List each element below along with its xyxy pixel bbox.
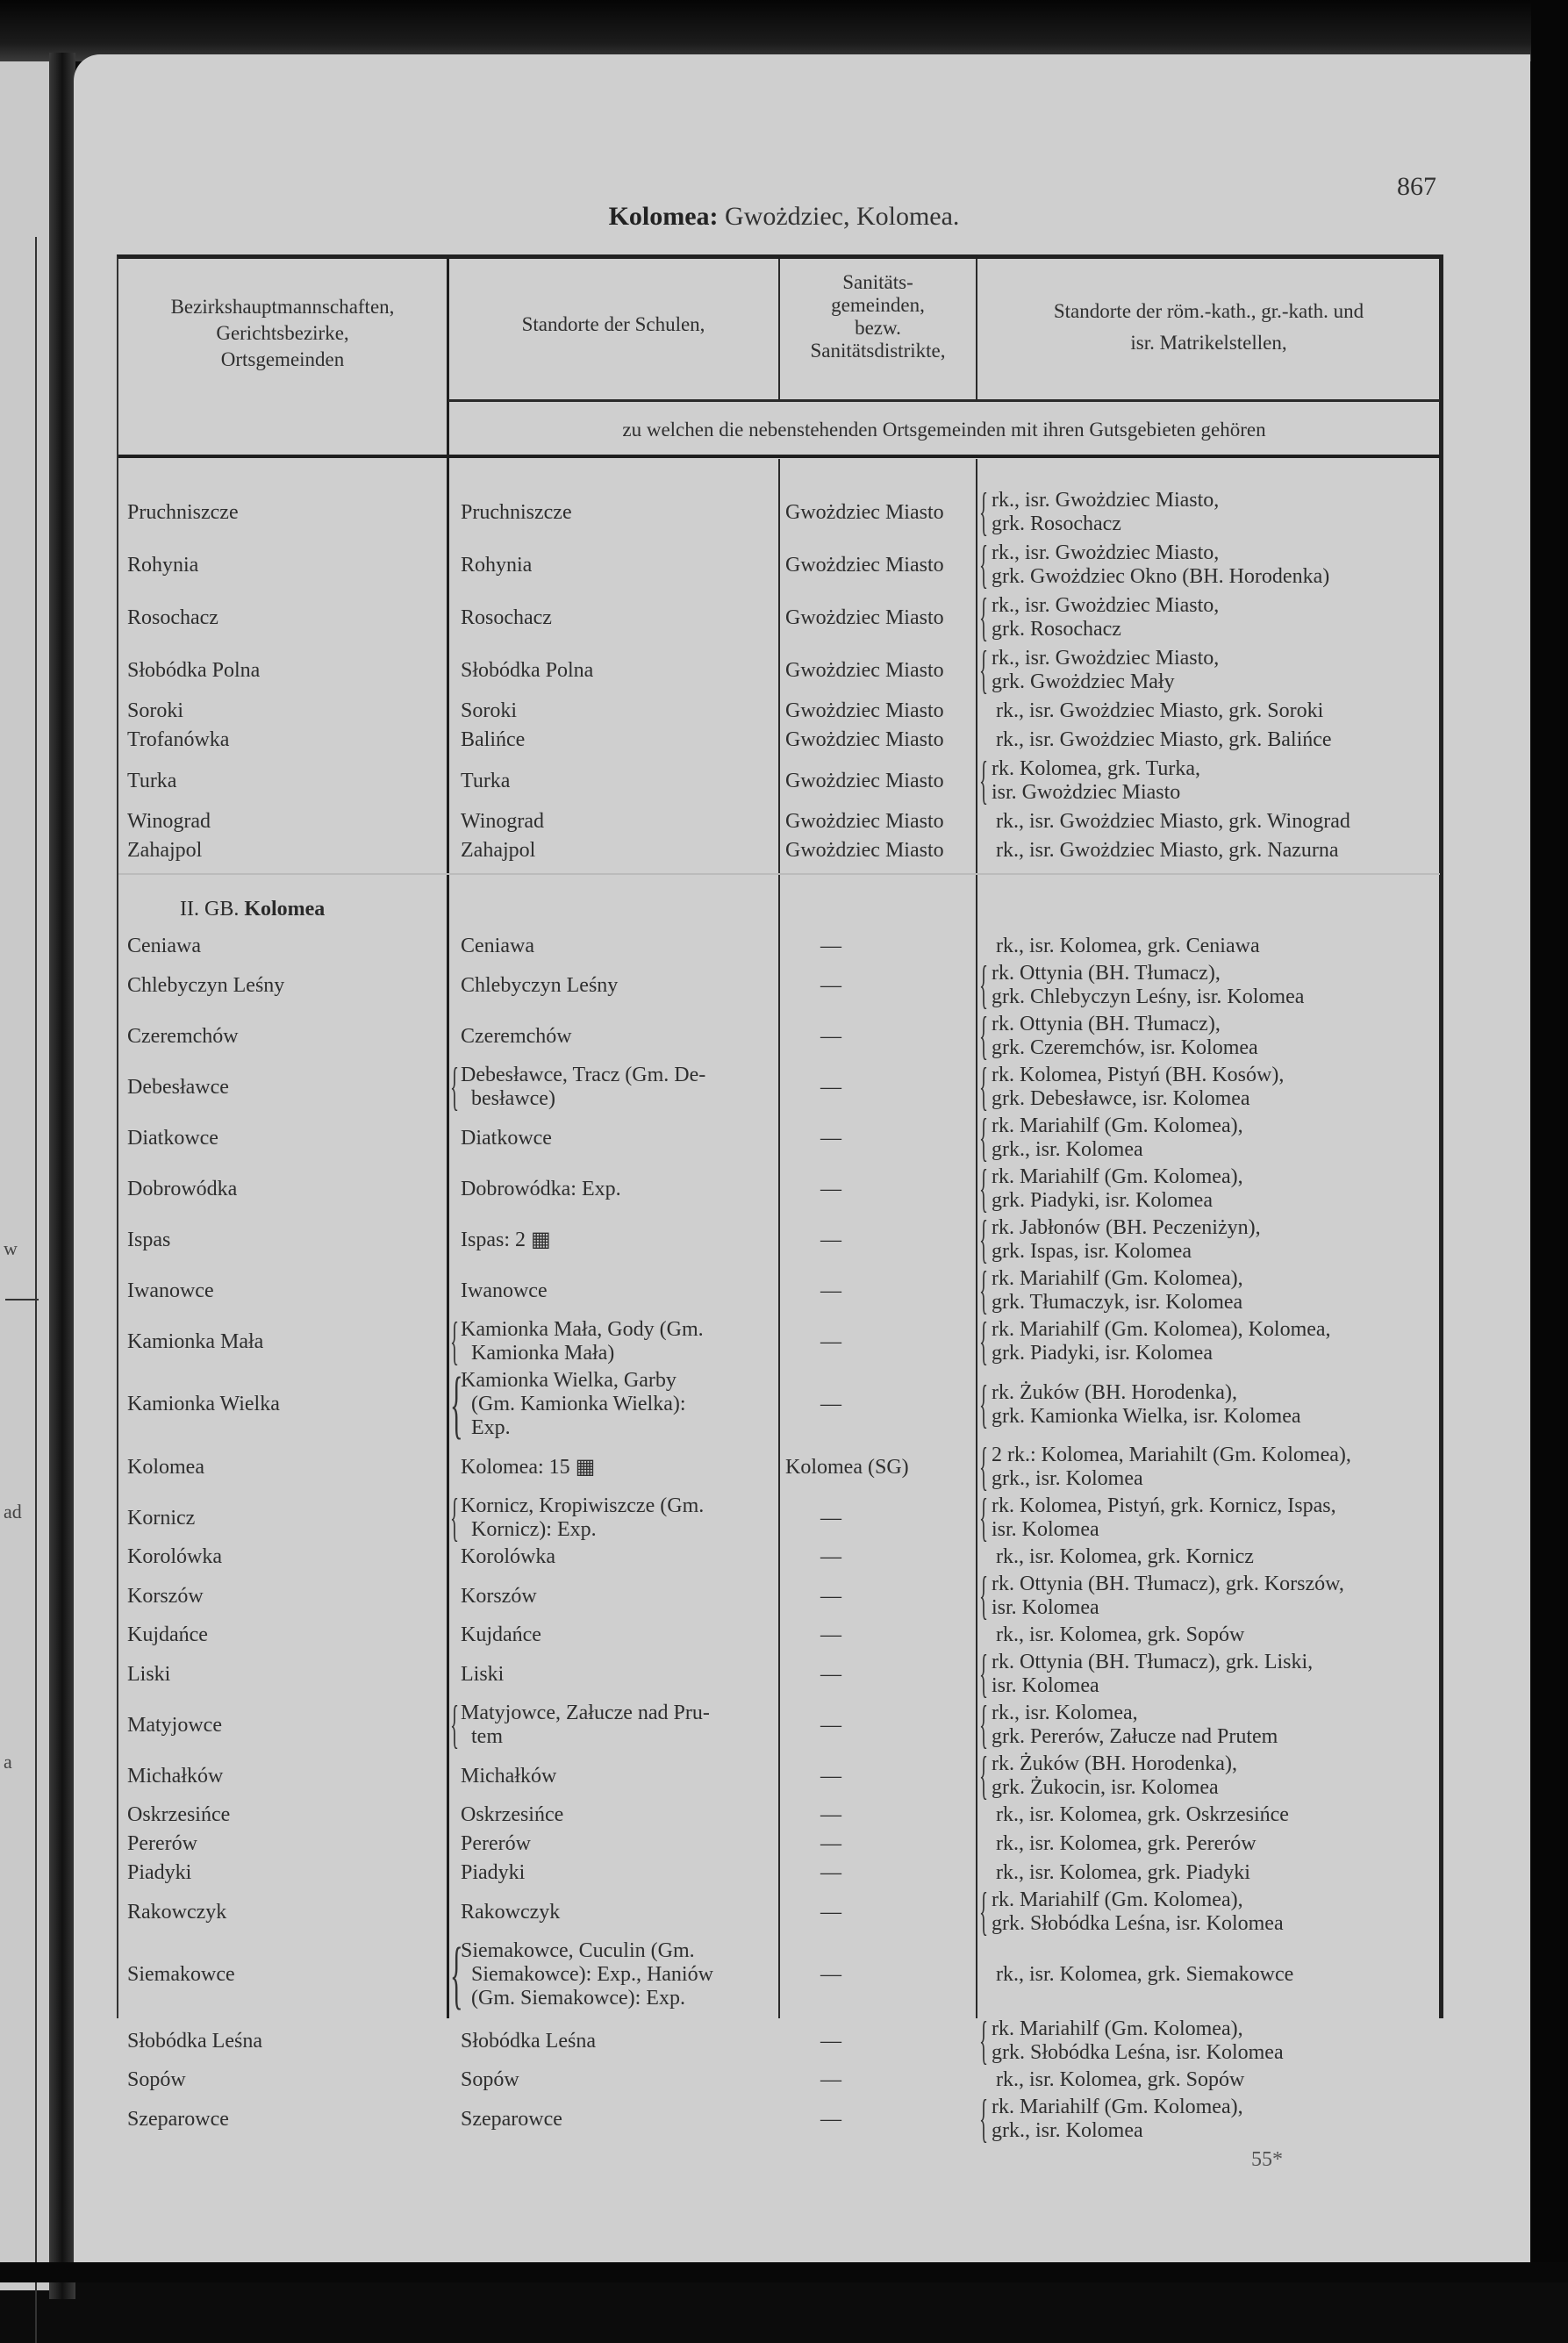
- matrikel-cell: rk. Żuków (BH. Horodenka),: [992, 1380, 1237, 1404]
- ortsgemeinde-cell: Winograd: [127, 810, 211, 833]
- ortsgemeinde-cell: Ceniawa: [127, 935, 201, 957]
- ortsgemeinde-cell: Diatkowce: [127, 1126, 218, 1150]
- sanitaet-cell: Gwożdziec Miasto: [785, 658, 944, 682]
- matrikel-cell: rk. Mariahilf (Gm. Kolomea),: [992, 2017, 1243, 2040]
- sanitaet-cell: —: [820, 1545, 841, 1568]
- brace-glyph: {: [979, 1108, 989, 1166]
- ortsgemeinde-cell: Kamionka Mała: [127, 1329, 264, 1353]
- ortsgemeinde-cell: Sopów: [127, 2068, 186, 2091]
- ortsgemeinde-cell: Kornicz: [127, 1506, 196, 1530]
- schule-cell: Pruchniszcze: [461, 500, 572, 524]
- matrikel-cell: rk. Mariahilf (Gm. Kolomea),: [992, 2096, 1243, 2118]
- schule-cell: Siemakowce, Cuculin (Gm.: [461, 1939, 695, 1962]
- ortsgemeinde-cell: Michałków: [127, 1764, 224, 1788]
- matrikel-cell: rk. Kolomea, grk. Turka,: [992, 757, 1200, 780]
- brace-glyph: {: [979, 2011, 989, 2069]
- matrikel-cell: rk. Mariahilf (Gm. Kolomea),: [992, 1114, 1243, 1137]
- schule-cell: Debesławce, Tracz (Gm. De-: [461, 1064, 706, 1086]
- matrikel-cell: rk., isr. Kolomea, grk. Sopów: [996, 1623, 1245, 1646]
- sanitaet-cell: —: [820, 1900, 841, 1924]
- ortsgemeinde-cell: Rosochacz: [127, 605, 218, 629]
- column-rule: [447, 259, 449, 2018]
- schule-cell: Kolomea: 15 ▦: [461, 1455, 596, 1479]
- gazetteer-table: [117, 254, 1443, 2147]
- schule-cell: Słobódka Polna: [461, 658, 594, 682]
- ortsgemeinde-cell: Korszów: [127, 1584, 204, 1608]
- facing-page-text: ad: [4, 1501, 22, 1523]
- schule-cell: Balińce: [461, 728, 526, 751]
- schule-cell: Słobódka Leśna: [461, 2029, 596, 2053]
- sanitaet-cell: Gwożdziec Miasto: [785, 728, 944, 751]
- brace-glyph: {: [979, 1882, 989, 1940]
- schule-cell: (Gm. Kamionka Wielka):: [461, 1393, 686, 1415]
- matrikel-cell: grk. Ispas, isr. Kolomea: [992, 1240, 1192, 1263]
- facing-page-text: w: [4, 1237, 18, 1259]
- scan-bottom-edge: [0, 2262, 1568, 2282]
- header-text: Gerichtsbezirke,: [216, 322, 349, 344]
- matrikel-cell: rk., isr. Kolomea, grk. Piadyki: [996, 1861, 1250, 1884]
- brace-glyph: {: [450, 1488, 460, 1546]
- matrikel-cell: rk., isr. Gwożdziec Miasto,: [992, 541, 1220, 564]
- matrikel-cell: rk., isr. Kolomea, grk. Kornicz: [996, 1545, 1254, 1568]
- schule-cell: Korszów: [461, 1584, 537, 1608]
- sanitaet-cell: Kolomea (SG): [785, 1455, 909, 1479]
- sanitaet-cell: —: [820, 1024, 841, 1048]
- sanitaet-cell: —: [820, 1279, 841, 1302]
- ortsgemeinde-cell: Zahajpol: [127, 839, 203, 862]
- sanitaet-cell: —: [820, 2107, 841, 2131]
- matrikel-cell: grk. Kamionka Wielka, isr. Kolomea: [992, 1404, 1301, 1428]
- sanitaet-cell: —: [820, 1126, 841, 1150]
- schule-cell: Szeparowce: [461, 2107, 562, 2131]
- matrikel-cell: rk., isr. Gwożdziec Miasto,: [992, 647, 1220, 670]
- section-gap: [118, 873, 1440, 875]
- matrikel-cell: rk., isr. Kolomea, grk. Pererów: [996, 1832, 1257, 1855]
- printer-signature: 55*: [1251, 2148, 1283, 2171]
- schule-cell: Iwanowce: [461, 1279, 548, 1302]
- sanitaet-cell: Gwożdziec Miasto: [785, 810, 944, 833]
- matrikel-cell: grk. Piadyki, isr. Kolomea: [992, 1189, 1213, 1212]
- matrikel-cell: rk., isr. Kolomea, grk. Ceniawa: [996, 935, 1260, 957]
- matrikel-cell: grk. Rosochacz: [992, 618, 1121, 641]
- matrikel-cell: rk. Ottynia (BH. Tłumacz),: [992, 1013, 1221, 1035]
- ortsgemeinde-cell: Iwanowce: [127, 1279, 214, 1302]
- matrikel-cell: grk. Debesławce, isr. Kolomea: [992, 1087, 1250, 1110]
- sanitaet-cell: Gwożdziec Miasto: [785, 500, 944, 524]
- header-text: Sanitätsdistrikte,: [810, 340, 946, 362]
- sanitaet-cell: —: [820, 1832, 841, 1855]
- matrikel-cell: rk., isr. Kolomea, grk. Sopów: [996, 2068, 1245, 2091]
- schule-cell: Ceniawa: [461, 935, 534, 957]
- matrikel-cell: rk., isr. Gwożdziec Miasto, grk. Balińce: [996, 728, 1332, 751]
- schule-cell: Soroki: [461, 699, 518, 722]
- page-title-bold: Kolomea:: [608, 202, 719, 231]
- schule-cell: Kornicz, Kropiwiszcze (Gm.: [461, 1494, 705, 1517]
- matrikel-cell: grk. Chlebyczyn Leśny, isr. Kolomea: [992, 985, 1305, 1008]
- sanitaet-cell: —: [820, 1075, 841, 1099]
- matrikel-cell: rk. Mariahilf (Gm. Kolomea),: [992, 1267, 1243, 1290]
- sanitaet-cell: —: [820, 1177, 841, 1200]
- brace-glyph: {: [450, 1361, 463, 1446]
- schule-cell: tem: [461, 1725, 503, 1748]
- sanitaet-cell: —: [820, 1329, 841, 1353]
- header-bottom-rule: [118, 455, 1440, 458]
- matrikel-cell: grk. Słobódka Leśna, isr. Kolomea: [992, 1912, 1284, 1935]
- header-text: Sanitäts-: [842, 271, 913, 293]
- brace-glyph: {: [979, 641, 989, 699]
- schule-cell: Zahajpol: [461, 839, 536, 862]
- brace-glyph: {: [979, 956, 989, 1014]
- ortsgemeinde-cell: Matyjowce: [127, 1713, 222, 1737]
- brace-glyph: {: [979, 1437, 989, 1495]
- matrikel-cell: rk. Kolomea, Pistyń, grk. Kornicz, Ispas,: [992, 1494, 1336, 1517]
- schule-cell: Liski: [461, 1662, 505, 1686]
- header-span-note: zu welchen die nebenstehenden Ortsgemeinden mit ihren Gutsgebieten gehören: [622, 419, 1266, 441]
- section-heading: [180, 898, 325, 921]
- brace-glyph: {: [979, 1210, 989, 1268]
- sanitaet-cell: —: [820, 973, 841, 997]
- sanitaet-cell: Gwożdziec Miasto: [785, 553, 944, 577]
- facing-page-hrule: [5, 1299, 39, 1300]
- header-text: isr. Matrikelstellen,: [1130, 332, 1287, 354]
- schule-cell: Kamionka Mała, Gody (Gm.: [461, 1318, 704, 1341]
- brace-glyph: {: [979, 1695, 989, 1753]
- matrikel-cell: isr. Kolomea: [992, 1518, 1099, 1541]
- matrikel-cell: grk., isr. Kolomea: [992, 1467, 1143, 1490]
- brace-glyph: {: [450, 1312, 460, 1370]
- sanitaet-cell: Gwożdziec Miasto: [785, 699, 944, 722]
- schule-cell: Pererów: [461, 1832, 531, 1855]
- book-gutter: [49, 53, 75, 2299]
- ortsgemeinde-cell: Soroki: [127, 699, 184, 722]
- matrikel-cell: grk. Żukocin, isr. Kolomea: [992, 1776, 1219, 1799]
- schule-cell: Czeremchów: [461, 1024, 572, 1048]
- sanitaet-cell: —: [820, 1764, 841, 1788]
- ortsgemeinde-cell: Trofanówka: [127, 728, 230, 751]
- matrikel-cell: rk., isr. Gwożdziec Miasto, grk. Nazurna: [996, 839, 1339, 862]
- matrikel-cell: rk., isr. Kolomea, grk. Siemakowce: [996, 1963, 1294, 1986]
- matrikel-cell: rk., isr. Gwożdziec Miasto,: [992, 594, 1220, 617]
- matrikel-cell: rk. Ottynia (BH. Tłumacz), grk. Liski,: [992, 1651, 1314, 1673]
- schule-cell: Kornicz): Exp.: [461, 1518, 597, 1541]
- schule-cell: Kujdańce: [461, 1623, 541, 1646]
- header-rule: [448, 399, 1440, 402]
- header-col-matrikel: [977, 296, 1440, 359]
- schule-cell: Korolówka: [461, 1545, 555, 1568]
- facing-page-text: a: [4, 1751, 12, 1773]
- matrikel-cell: rk. Jabłonów (BH. Peczeniżyn),: [992, 1216, 1261, 1239]
- sanitaet-cell: Gwożdziec Miasto: [785, 605, 944, 629]
- sanitaet-cell: —: [820, 1623, 841, 1646]
- matrikel-cell: rk. Kolomea, Pistyń (BH. Kosów),: [992, 1064, 1285, 1086]
- brace-glyph: {: [450, 1695, 460, 1753]
- schule-cell: Matyjowce, Załucze nad Pru-: [461, 1702, 710, 1724]
- ortsgemeinde-cell: Korolówka: [127, 1545, 222, 1568]
- ortsgemeinde-cell: Kamionka Wielka: [127, 1393, 280, 1415]
- matrikel-cell: rk., isr. Gwożdziec Miasto, grk. Winograd: [996, 810, 1350, 833]
- matrikel-cell: grk. Rosochacz: [992, 512, 1121, 535]
- schule-cell: Rohynia: [461, 553, 533, 577]
- ortsgemeinde-cell: Rakowczyk: [127, 1900, 227, 1924]
- matrikel-cell: grk. Tłumaczyk, isr. Kolomea: [992, 1291, 1243, 1314]
- section-heading-bold: Kolomea: [244, 898, 326, 921]
- header-col-schulen: Standorte der Schulen,: [521, 313, 705, 335]
- matrikel-cell: rk. Ottynia (BH. Tłumacz),: [992, 962, 1221, 985]
- ortsgemeinde-cell: Piadyki: [127, 1861, 192, 1884]
- sanitaet-cell: —: [820, 1803, 841, 1826]
- scan-right-edge: [1531, 0, 1568, 2282]
- ortsgemeinde-cell: Kujdańce: [127, 1623, 208, 1646]
- matrikel-cell: grk., isr. Kolomea: [992, 1138, 1143, 1161]
- sanitaet-cell: —: [820, 1584, 841, 1608]
- matrikel-cell: grk. Piadyki, isr. Kolomea: [992, 1342, 1213, 1365]
- facing-page-rule: [35, 237, 37, 2343]
- schule-cell: Winograd: [461, 810, 545, 833]
- matrikel-cell: rk., isr. Kolomea, grk. Oskrzesińce: [996, 1803, 1289, 1826]
- matrikel-cell: rk. Żuków (BH. Horodenka),: [992, 1752, 1237, 1775]
- sanitaet-cell: —: [820, 1861, 841, 1884]
- sanitaet-cell: Gwożdziec Miasto: [785, 769, 944, 792]
- ortsgemeinde-cell: Turka: [127, 769, 177, 792]
- matrikel-cell: grk. Słobódka Leśna, isr. Kolomea: [992, 2041, 1284, 2064]
- brace-glyph: {: [979, 1159, 989, 1217]
- ortsgemeinde-cell: Słobódka Leśna: [127, 2029, 262, 2053]
- schule-cell: Siemakowce): Exp., Haniów: [461, 1963, 713, 1986]
- ortsgemeinde-cell: Ispas: [127, 1228, 171, 1251]
- header-col-gemeinden: [118, 294, 447, 373]
- sanitaet-cell: —: [820, 1713, 841, 1737]
- matrikel-cell: rk., isr. Gwożdziec Miasto, grk. Soroki: [996, 699, 1324, 722]
- brace-glyph: {: [979, 588, 989, 646]
- brace-glyph: {: [450, 1057, 460, 1115]
- facing-page-fragment: [0, 61, 51, 2290]
- ortsgemeinde-cell: Czeremchów: [127, 1024, 239, 1048]
- sanitaet-cell: —: [820, 1662, 841, 1686]
- schule-cell: Kamionka Mała): [461, 1342, 615, 1365]
- ortsgemeinde-cell: Pererów: [127, 1832, 197, 1855]
- brace-glyph: {: [979, 1566, 989, 1624]
- sanitaet-cell: —: [820, 1228, 841, 1251]
- brace-glyph: {: [979, 1644, 989, 1702]
- ortsgemeinde-cell: Chlebyczyn Leśny: [127, 973, 285, 997]
- brace-glyph: {: [979, 483, 989, 541]
- sanitaet-cell: Gwożdziec Miasto: [785, 839, 944, 862]
- scan-top-edge: [0, 0, 1568, 61]
- matrikel-cell: rk. Mariahilf (Gm. Kolomea),: [992, 1888, 1243, 1911]
- schule-cell: Oskrzesińce: [461, 1803, 564, 1826]
- matrikel-cell: grk. Pererów, Załucze nad Prutem: [992, 1725, 1278, 1748]
- schule-cell: Chlebyczyn Leśny: [461, 973, 619, 997]
- schule-cell: Rosochacz: [461, 605, 552, 629]
- schule-cell: Dobrowódka: Exp.: [461, 1177, 621, 1200]
- schule-cell: Diatkowce: [461, 1126, 552, 1150]
- matrikel-cell: rk. Mariahilf (Gm. Kolomea), Kolomea,: [992, 1318, 1331, 1341]
- header-text: gemeinden,: [831, 294, 925, 316]
- ortsgemeinde-cell: Słobódka Polna: [127, 658, 261, 682]
- schule-cell: Michałków: [461, 1764, 557, 1788]
- brace-glyph: {: [979, 1312, 989, 1370]
- brace-glyph: {: [979, 1746, 989, 1804]
- ortsgemeinde-cell: Debesławce: [127, 1075, 229, 1099]
- matrikel-cell: 2 rk.: Kolomea, Mariahilt (Gm. Kolomea),: [992, 1444, 1351, 1466]
- schule-cell: Turka: [461, 769, 511, 792]
- schule-cell: Rakowczyk: [461, 1900, 561, 1924]
- brace-glyph: {: [450, 1931, 463, 2017]
- ortsgemeinde-cell: Rohynia: [127, 553, 199, 577]
- ortsgemeinde-cell: Oskrzesińce: [127, 1803, 231, 1826]
- brace-glyph: {: [979, 2089, 989, 2147]
- matrikel-cell: isr. Kolomea: [992, 1596, 1099, 1619]
- brace-glyph: {: [979, 751, 989, 809]
- matrikel-cell: isr. Gwożdziec Miasto: [992, 781, 1181, 804]
- matrikel-cell: grk. Czeremchów, isr. Kolomea: [992, 1036, 1258, 1059]
- schule-cell: Exp.: [461, 1416, 511, 1439]
- brace-glyph: {: [979, 1007, 989, 1064]
- sanitaet-cell: —: [820, 1963, 841, 1986]
- page-number: 867: [1397, 172, 1436, 201]
- matrikel-cell: rk., isr. Gwożdziec Miasto,: [992, 489, 1220, 512]
- header-text: bezw.: [855, 317, 901, 339]
- ortsgemeinde-cell: Kolomea: [127, 1455, 204, 1479]
- ortsgemeinde-cell: Liski: [127, 1662, 171, 1686]
- brace-glyph: {: [979, 535, 989, 593]
- sanitaet-cell: —: [820, 1506, 841, 1530]
- sanitaet-cell: —: [820, 935, 841, 957]
- brace-glyph: {: [979, 1374, 989, 1433]
- ortsgemeinde-cell: Szeparowce: [127, 2107, 229, 2131]
- header-text: Ortsgemeinden: [220, 348, 345, 370]
- brace-glyph: {: [979, 1488, 989, 1546]
- schule-cell: (Gm. Siemakowce): Exp.: [461, 1987, 685, 2010]
- schule-cell: Kamionka Wielka, Garby: [461, 1369, 677, 1392]
- matrikel-cell: rk. Mariahilf (Gm. Kolomea),: [992, 1165, 1243, 1188]
- matrikel-cell: rk., isr. Kolomea,: [992, 1702, 1138, 1724]
- sanitaet-cell: —: [820, 2029, 841, 2053]
- matrikel-cell: grk. Gwożdziec Okno (BH. Horodenka): [992, 565, 1330, 588]
- ortsgemeinde-cell: Pruchniszcze: [127, 500, 239, 524]
- header-text: Bezirkshauptmannschaften,: [170, 296, 395, 318]
- header-text: Standorte der röm.-kath., gr.-kath. und: [1053, 300, 1364, 322]
- brace-glyph: {: [979, 1057, 989, 1115]
- brace-glyph: {: [979, 1261, 989, 1319]
- matrikel-cell: isr. Kolomea: [992, 1674, 1099, 1697]
- header-col-sanitaet: [780, 271, 976, 362]
- page-title: [0, 202, 1568, 232]
- sanitaet-cell: —: [820, 1393, 841, 1415]
- matrikel-cell: rk. Ottynia (BH. Tłumacz), grk. Korszów,: [992, 1573, 1344, 1595]
- schule-cell: besławce): [461, 1087, 555, 1110]
- schule-cell: Piadyki: [461, 1861, 526, 1884]
- matrikel-cell: grk. Gwożdziec Mały: [992, 670, 1175, 693]
- page-title-rest: Gwożdziec, Kolomea.: [718, 202, 960, 231]
- section-heading-prefix: II. GB.: [180, 898, 245, 921]
- ortsgemeinde-cell: Siemakowce: [127, 1963, 235, 1986]
- matrikel-cell: grk., isr. Kolomea: [992, 2119, 1143, 2142]
- column-rule: [778, 459, 780, 2018]
- schule-cell: Ispas: 2 ▦: [461, 1228, 551, 1251]
- sanitaet-cell: —: [820, 2068, 841, 2091]
- schule-cell: Sopów: [461, 2068, 519, 2091]
- ortsgemeinde-cell: Dobrowódka: [127, 1177, 238, 1200]
